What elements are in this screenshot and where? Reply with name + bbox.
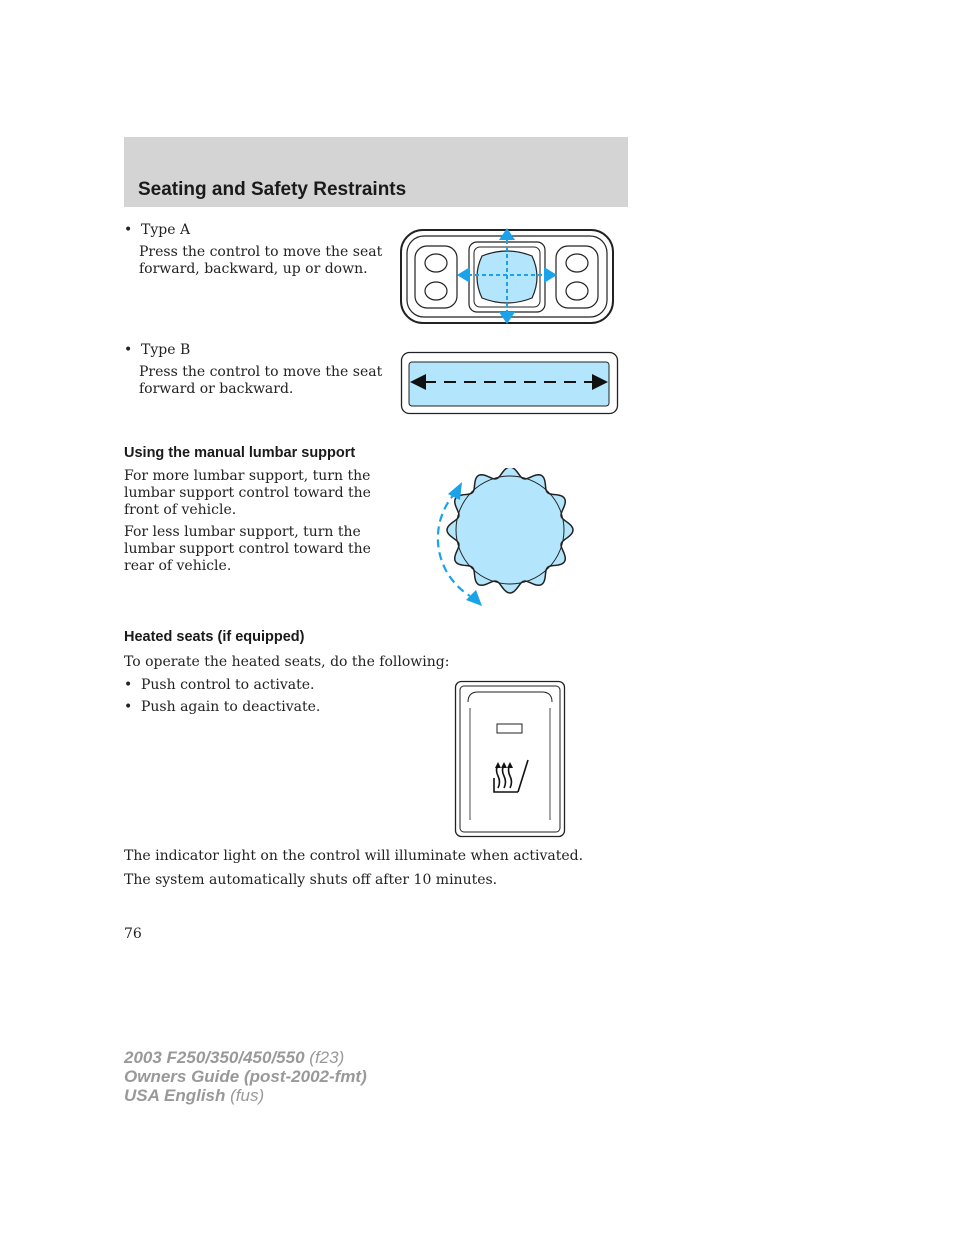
footer-model-code: (f23)	[304, 1048, 345, 1067]
type-a-text-line1: Press the control to move the seat	[139, 244, 383, 260]
heated-bullet-activate-text: Push control to activate.	[141, 677, 315, 693]
type-b-text-line2: forward or backward.	[139, 381, 294, 397]
bullet-dot: •	[124, 342, 133, 358]
heated-bullet-activate	[124, 677, 314, 694]
footer-language: USA English	[124, 1086, 226, 1105]
document-footer	[124, 1048, 367, 1105]
footer-line1	[124, 1048, 367, 1067]
type-b-seat-control-figure	[400, 351, 619, 415]
section-header-band	[124, 137, 628, 207]
type-a-text-line2: forward, backward, up or down.	[139, 261, 368, 277]
lumbar-paragraph-less	[124, 524, 371, 575]
type-b-description	[139, 364, 382, 398]
section-title: Seating and Safety Restraints	[138, 179, 407, 200]
bullet-dot: •	[124, 222, 133, 238]
footer-line2	[124, 1067, 367, 1086]
heated-seats-intro: To operate the heated seats, do the following:	[124, 654, 450, 670]
footer-language-code: (fus)	[225, 1086, 265, 1105]
heated-bullet-deactivate-text: Push again to deactivate.	[141, 699, 321, 715]
footer-line3	[124, 1086, 367, 1105]
type-a-bullet	[124, 222, 190, 239]
lumbar-para1-line2: lumbar support control toward the	[124, 485, 371, 501]
heated-bullet-deactivate	[124, 699, 320, 716]
lumbar-heading: Using the manual lumbar support	[124, 445, 356, 461]
indicator-light-text: The indicator light on the control will illuminate when activated.	[124, 848, 584, 864]
lumbar-knob-shape	[447, 468, 573, 593]
lumbar-paragraph-more	[124, 468, 371, 519]
type-b-bullet	[124, 342, 190, 359]
lumbar-knob-figure	[420, 468, 580, 610]
bullet-dot: •	[124, 699, 133, 715]
type-a-label: Type A	[141, 222, 191, 238]
type-a-seat-control-figure	[398, 226, 616, 326]
footer-model: 2003 F250/350/450/550	[124, 1048, 305, 1067]
lumbar-para2-line2: lumbar support control toward the	[124, 541, 371, 557]
type-b-label: Type B	[141, 342, 191, 358]
auto-shutoff-text: The system automatically shuts off after 10 minutes.	[124, 872, 498, 888]
indicator-light	[497, 724, 522, 733]
lumbar-para2-line1: For less lumbar support, turn the	[124, 524, 361, 540]
footer-guide: Owners Guide (post-2002-fmt)	[124, 1067, 367, 1086]
lumbar-para1-line3: front of vehicle.	[124, 502, 237, 518]
type-b-text-line1: Press the control to move the seat	[139, 364, 383, 380]
type-a-description	[139, 244, 382, 278]
heated-seat-switch-figure	[454, 680, 566, 838]
lumbar-para2-line3: rear of vehicle.	[124, 558, 232, 574]
heated-seats-heading: Heated seats (if equipped)	[124, 629, 305, 645]
bullet-dot: •	[124, 677, 133, 693]
page-number: 76	[124, 926, 142, 942]
lumbar-para1-line1: For more lumbar support, turn the	[124, 468, 371, 484]
